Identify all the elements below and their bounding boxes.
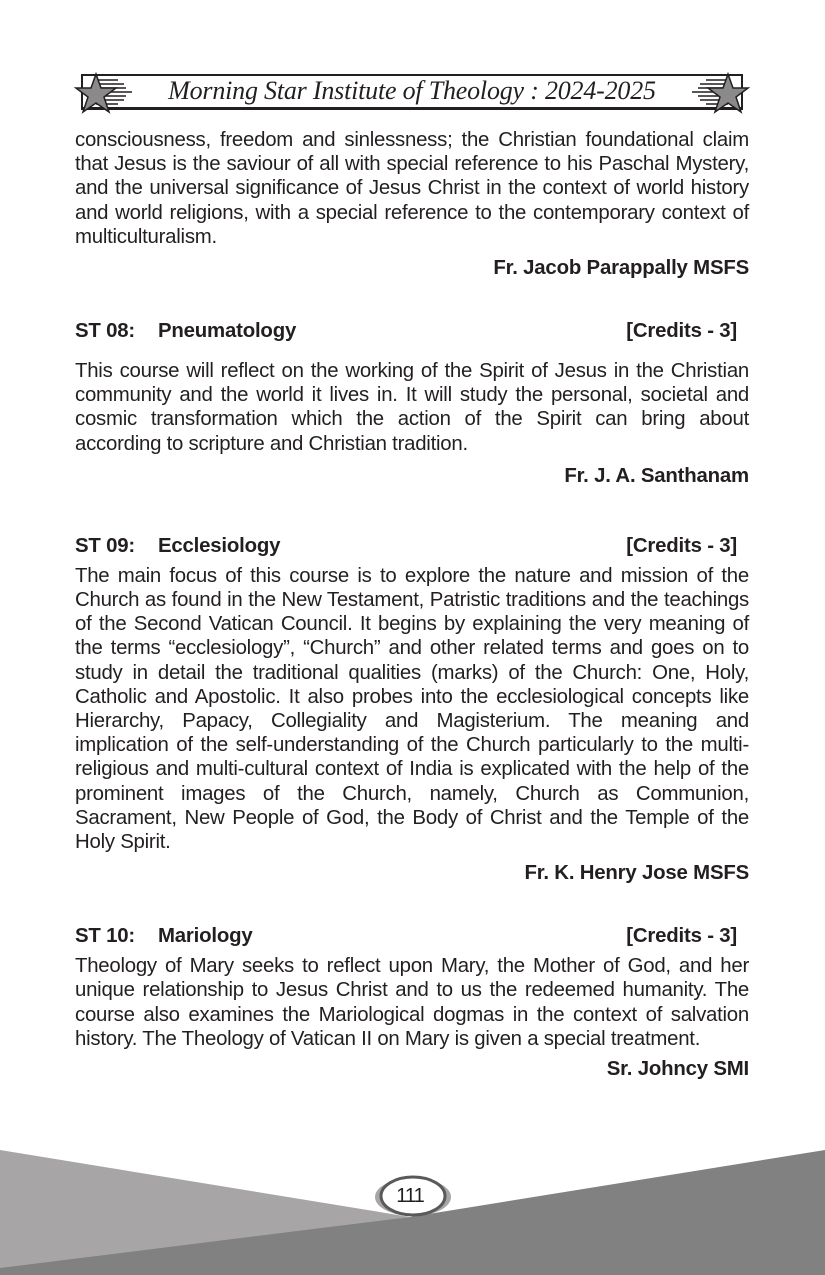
header-banner [74,72,750,114]
page-number: 111 [396,1185,424,1207]
course-description: This course will reflect on the working of the Spirit of Jesus in the Christian community and the world it lives in. It will study the personal, societal and cosmic transformation which the action of the Spirit can bring about according to scripture and Christian tradition. [75,360,749,455]
page-content [75,128,749,1081]
course-title: Ecclesiology [158,534,281,557]
intro-author: Fr. Jacob Parappally MSFS [493,257,749,280]
course-author: Sr. Johncy SMI [606,1058,749,1081]
course-code: ST 10: [75,925,135,948]
course-st08 [75,319,749,488]
course-code: ST 09: [75,534,135,557]
course-title: Mariology [158,925,253,948]
course-title: Pneumatology [158,320,297,343]
course-credits: [Credits - 3] [626,320,737,343]
course-st10 [75,924,749,1081]
course-credits: [Credits - 3] [626,925,737,948]
intro-text: consciousness, freedom and sinlessness; the Christian foundational claim that Jesus is the saviour of all with special reference to his Paschal Mystery, and the universal significance of Jesus Christ in the context of world history and world religions, with a special reference to the contemporary context of multiculturalism. [75,129,749,248]
course-heading [75,534,749,558]
course-credits: [Credits - 3] [626,534,737,557]
course-description: The main focus of this course is to explore the nature and mission of the Church as found in the New Testament, Patristic traditions and the teachings of the Second Vatican Council. It begins by explaining the very meaning of the terms “ecclesiology”, “Church” and other related terms and goes on to study in detail the traditional qualities (marks) of the Church: One, Holy, Catholic and Apostolic. It also probes into the ecclesiological concepts like Hierarchy, Papacy, Collegiality and Magisterium. The meaning and implication of the self-understanding of the Church particularly to the multi-religious and multi-cultural context of India is explicated with the help of the prominent images of the Church, namely, Church as Communion, Sacrament, New People of God, the Body of Christ and the Temple of the Holy Spirit. [75,564,749,854]
course-heading [75,924,749,948]
course-heading [75,319,749,343]
intro-section [75,128,749,280]
course-author: Fr. K. Henry Jose MSFS [524,862,749,885]
course-code: ST 08: [75,320,135,343]
course-st09 [75,534,749,885]
header-title: Morning Star Institute of Theology : 2024-2025 [168,76,656,105]
course-author: Fr. J. A. Santhanam [564,464,749,487]
course-description: Theology of Mary seeks to reflect upon Mary, the Mother of God, and her unique relationship to Jesus Christ and to us the redeemed humanity. The course also examines the Mariological dogmas in the context of salvation history. The Theology of Vatican II on Mary is given a special treatment. [75,955,749,1050]
